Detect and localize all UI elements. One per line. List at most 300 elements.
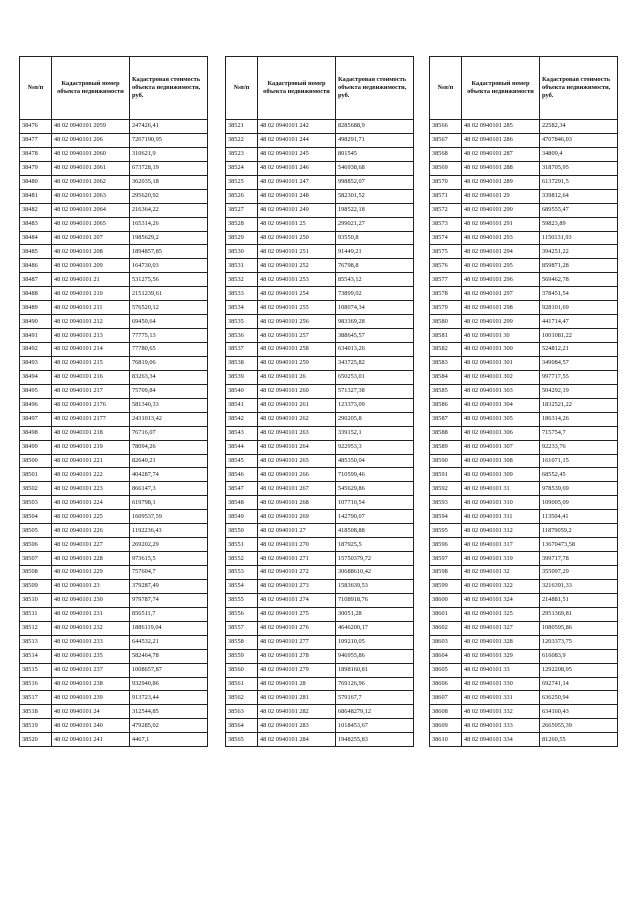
col-header-cadastral-cost: Кадастровая стоимость объекта недвижимости, руб.: [336, 57, 414, 120]
table-row: [430, 579, 618, 593]
table-row: [226, 259, 414, 273]
row-number-cell: 38591: [430, 468, 462, 482]
row-number-cell: 38551: [226, 538, 258, 552]
row-number-cell: 38548: [226, 496, 258, 510]
cadastral-number-cell: 48 02 0940101 279: [258, 663, 336, 677]
row-number-cell: 38500: [20, 454, 52, 468]
table-row: [226, 426, 414, 440]
cadastral-cost-cell: 30688610,42: [336, 566, 414, 580]
cadastral-cost-cell: 1150131,93: [540, 231, 618, 245]
cadastral-number-cell: 48 02 0940101 285: [462, 120, 540, 134]
cadastral-number-cell: 48 02 0940101 268: [258, 496, 336, 510]
row-number-cell: 38569: [430, 161, 462, 175]
row-number-cell: 38476: [20, 120, 52, 134]
cadastral-number-cell: 48 02 0940101 253: [258, 273, 336, 287]
row-number-cell: 38540: [226, 384, 258, 398]
table-header-row: [20, 57, 208, 120]
table-row: [20, 161, 208, 175]
row-number-cell: 38524: [226, 161, 258, 175]
table-row: [430, 510, 618, 524]
table-row: [20, 426, 208, 440]
table-row: [226, 315, 414, 329]
row-number-cell: 38483: [20, 217, 52, 231]
cadastral-cost-cell: 142790,07: [336, 510, 414, 524]
cadastral-cost-cell: 441714,47: [540, 315, 618, 329]
cadastral-number-cell: 48 02 0940101 293: [462, 231, 540, 245]
cadastral-number-cell: 48 02 0940101 327: [462, 621, 540, 635]
row-number-cell: 38501: [20, 468, 52, 482]
cadastral-cost-cell: 418508,88: [336, 524, 414, 538]
cadastral-number-cell: 48 02 0940101 206: [52, 133, 130, 147]
row-number-cell: 38490: [20, 315, 52, 329]
row-number-cell: 38574: [430, 231, 462, 245]
cadastral-number-cell: 48 02 0940101 2177: [52, 412, 130, 426]
cadastral-cost-cell: 13670473,58: [540, 538, 618, 552]
cadastral-number-cell: 48 02 0940101 218: [52, 426, 130, 440]
cadastral-cost-cell: 187925,5: [336, 538, 414, 552]
row-number-cell: 38514: [20, 649, 52, 663]
cadastral-number-cell: 48 02 0940101 24: [52, 705, 130, 719]
cadastral-cost-cell: 318705,95: [540, 161, 618, 175]
row-number-cell: 38607: [430, 691, 462, 705]
cadastral-cost-cell: 582301,52: [336, 189, 414, 203]
row-number-cell: 38547: [226, 482, 258, 496]
table-row: [20, 356, 208, 370]
cadastral-cost-cell: 247426,41: [130, 120, 208, 134]
table-row: [430, 649, 618, 663]
table-row: [430, 133, 618, 147]
table-row: [20, 496, 208, 510]
table-row: [430, 607, 618, 621]
table-row: [226, 147, 414, 161]
cadastral-cost-cell: 571327,38: [336, 384, 414, 398]
row-number-cell: 38554: [226, 579, 258, 593]
row-number-cell: 38597: [430, 552, 462, 566]
table-row: [226, 552, 414, 566]
row-number-cell: 38487: [20, 273, 52, 287]
cadastral-cost-cell: 349084,57: [540, 356, 618, 370]
cadastral-number-cell: 48 02 0940101 328: [462, 635, 540, 649]
table-row: [20, 719, 208, 733]
table-row: [226, 677, 414, 691]
cadastral-cost-cell: 7108918,76: [336, 593, 414, 607]
table-row: [226, 370, 414, 384]
cadastral-number-cell: 48 02 0940101 272: [258, 566, 336, 580]
cadastral-cost-cell: 109210,05: [336, 635, 414, 649]
table-row: [430, 161, 618, 175]
cadastral-number-cell: 48 02 0940101 310: [462, 496, 540, 510]
cadastral-number-cell: 48 02 0940101 25: [258, 217, 336, 231]
cadastral-cost-cell: 1886119,04: [130, 621, 208, 635]
table-row: [430, 426, 618, 440]
table-row: [20, 384, 208, 398]
table-row: [430, 217, 618, 231]
row-number-cell: 38573: [430, 217, 462, 231]
row-number-cell: 38526: [226, 189, 258, 203]
cadastral-cost-cell: 946955,86: [336, 649, 414, 663]
cadastral-number-cell: 48 02 0940101 247: [258, 175, 336, 189]
row-number-cell: 38509: [20, 579, 52, 593]
col-header-num: №п/п: [226, 57, 258, 120]
table-row: [226, 468, 414, 482]
cadastral-cost-cell: 15750379,72: [336, 552, 414, 566]
table-row: [226, 691, 414, 705]
cadastral-cost-cell: 30051,28: [336, 607, 414, 621]
cadastral-number-cell: 48 02 0940101 2063: [52, 189, 130, 203]
cadastral-cost-cell: 997717,55: [540, 370, 618, 384]
row-number-cell: 38488: [20, 287, 52, 301]
cadastral-cost-cell: 978539,69: [540, 482, 618, 496]
table-row: [20, 398, 208, 412]
cadastral-cost-cell: 379287,49: [130, 579, 208, 593]
cadastral-number-cell: 48 02 0940101 271: [258, 552, 336, 566]
table-row: [430, 273, 618, 287]
row-number-cell: 38484: [20, 231, 52, 245]
cadastral-cost-cell: 1583639,53: [336, 579, 414, 593]
cadastral-number-cell: 48 02 0940101 230: [52, 593, 130, 607]
table-row: [20, 120, 208, 134]
table-row: [20, 621, 208, 635]
table-row: [226, 356, 414, 370]
cadastral-cost-cell: 1080595,86: [540, 621, 618, 635]
cadastral-cost-cell: 1948255,83: [336, 733, 414, 747]
cadastral-cost-cell: 91449,21: [336, 245, 414, 259]
cadastral-cost-cell: 186314,26: [540, 412, 618, 426]
cadastral-cost-cell: 866147,3: [130, 482, 208, 496]
table-row: [430, 482, 618, 496]
row-number-cell: 38608: [430, 705, 462, 719]
cadastral-cost-cell: 93550,8: [336, 231, 414, 245]
cadastral-number-cell: 48 02 0940101 211: [52, 301, 130, 315]
cadastral-cost-cell: 339152,1: [336, 426, 414, 440]
cadastral-number-cell: 48 02 0940101 299: [462, 315, 540, 329]
cadastral-number-cell: 48 02 0940101 2176: [52, 398, 130, 412]
cadastral-number-cell: 48 02 0940101 255: [258, 301, 336, 315]
cadastral-number-cell: 48 02 0940101 298: [462, 301, 540, 315]
table-row: [430, 621, 618, 635]
cadastral-number-cell: 48 02 0940101 305: [462, 412, 540, 426]
cadastral-number-cell: 48 02 0940101 254: [258, 287, 336, 301]
table-row: [430, 329, 618, 343]
row-number-cell: 38610: [430, 733, 462, 747]
cadastral-number-cell: 48 02 0940101 330: [462, 677, 540, 691]
cadastral-cost-cell: 299021,27: [336, 217, 414, 231]
row-number-cell: 38562: [226, 691, 258, 705]
table-row: [430, 440, 618, 454]
cadastral-cost-cell: 68552,45: [540, 468, 618, 482]
row-number-cell: 38506: [20, 538, 52, 552]
cadastral-cost-cell: 22582,34: [540, 120, 618, 134]
cadastral-number-cell: 48 02 0940101 30: [462, 329, 540, 343]
cadastral-number-cell: 48 02 0940101 309: [462, 468, 540, 482]
cadastral-number-cell: 48 02 0940101 324: [462, 593, 540, 607]
cadastral-number-cell: 48 02 0940101 262: [258, 412, 336, 426]
cadastral-number-cell: 48 02 0940101 252: [258, 259, 336, 273]
cadastral-cost-cell: 269202,29: [130, 538, 208, 552]
row-number-cell: 38564: [226, 719, 258, 733]
col-header-cadastral-number: Кадастровый номер объекта недвижимости: [52, 57, 130, 120]
cadastral-number-cell: 48 02 0940101 273: [258, 579, 336, 593]
row-number-cell: 38572: [430, 203, 462, 217]
row-number-cell: 38546: [226, 468, 258, 482]
table-row: [20, 287, 208, 301]
row-number-cell: 38502: [20, 482, 52, 496]
row-number-cell: 38542: [226, 412, 258, 426]
row-number-cell: 38581: [430, 329, 462, 343]
table-row: [430, 677, 618, 691]
cadastral-cost-cell: 582464,78: [130, 649, 208, 663]
table-row: [20, 203, 208, 217]
row-number-cell: 38600: [430, 593, 462, 607]
cadastral-number-cell: 48 02 0940101 2064: [52, 203, 130, 217]
row-number-cell: 38515: [20, 663, 52, 677]
cadastral-number-cell: 48 02 0940101 227: [52, 538, 130, 552]
table-header-row: [226, 57, 414, 120]
cadastral-cost-cell: 569462,78: [540, 273, 618, 287]
cadastral-cost-cell: 214881,51: [540, 593, 618, 607]
cadastral-cost-cell: 1292208,95: [540, 663, 618, 677]
cadastral-number-cell: 48 02 0940101 256: [258, 315, 336, 329]
cadastral-number-cell: 48 02 0940101 238: [52, 677, 130, 691]
table-row: [20, 189, 208, 203]
cadastral-cost-cell: 113504,41: [540, 510, 618, 524]
row-number-cell: 38570: [430, 175, 462, 189]
cadastral-cost-cell: 998852,07: [336, 175, 414, 189]
col-header-num: №п/п: [430, 57, 462, 120]
table-row: [226, 649, 414, 663]
cadastral-cost-cell: 164730,03: [130, 259, 208, 273]
table-row: [20, 245, 208, 259]
cadastral-cost-cell: 198522,18: [336, 203, 414, 217]
row-number-cell: 38491: [20, 329, 52, 343]
table-row: [226, 412, 414, 426]
row-number-cell: 38559: [226, 649, 258, 663]
cadastral-cost-cell: 644532,21: [130, 635, 208, 649]
row-number-cell: 38511: [20, 607, 52, 621]
cadastral-cost-cell: 404287,74: [130, 468, 208, 482]
table-row: [20, 705, 208, 719]
cadastral-cost-cell: 689555,47: [540, 203, 618, 217]
table-row: [20, 315, 208, 329]
row-number-cell: 38538: [226, 356, 258, 370]
row-number-cell: 38593: [430, 496, 462, 510]
cadastral-cost-cell: 4467,1: [130, 733, 208, 747]
cadastral-number-cell: 48 02 0940101 27: [258, 524, 336, 538]
row-number-cell: 38555: [226, 593, 258, 607]
cadastral-number-cell: 48 02 0940101 297: [462, 287, 540, 301]
table-row: [20, 259, 208, 273]
cadastral-number-cell: 48 02 0940101 23: [52, 579, 130, 593]
row-number-cell: 38545: [226, 454, 258, 468]
cadastral-number-cell: 48 02 0940101 333: [462, 719, 540, 733]
cadastral-cost-cell: 1008657,87: [130, 663, 208, 677]
table-row: [20, 482, 208, 496]
table-row: [226, 705, 414, 719]
cadastral-cost-cell: 92233,76: [540, 440, 618, 454]
row-number-cell: 38507: [20, 552, 52, 566]
table-row: [20, 412, 208, 426]
row-number-cell: 38561: [226, 677, 258, 691]
table-body: [226, 120, 414, 747]
cadastral-number-cell: 48 02 0940101 329: [462, 649, 540, 663]
cadastral-cost-cell: 216364,22: [130, 203, 208, 217]
cadastral-number-cell: 48 02 0940101 287: [462, 147, 540, 161]
table-row: [20, 593, 208, 607]
row-number-cell: 38557: [226, 621, 258, 635]
table-row: [20, 524, 208, 538]
table-row: [430, 663, 618, 677]
row-number-cell: 38505: [20, 524, 52, 538]
cadastral-number-cell: 48 02 0940101 277: [258, 635, 336, 649]
cadastral-cost-cell: 312544,85: [130, 705, 208, 719]
row-number-cell: 38496: [20, 398, 52, 412]
cadastral-cost-cell: 69450,64: [130, 315, 208, 329]
table-row: [20, 468, 208, 482]
cadastral-cost-cell: 75709,84: [130, 384, 208, 398]
cadastral-number-cell: 48 02 0940101 269: [258, 510, 336, 524]
cadastral-cost-cell: 378451,54: [540, 287, 618, 301]
row-number-cell: 38558: [226, 635, 258, 649]
col-header-cadastral-cost: Кадастровая стоимость объекта недвижимости, руб.: [130, 57, 208, 120]
cadastral-number-cell: 48 02 0940101 281: [258, 691, 336, 705]
cadastral-cost-cell: 1609537,59: [130, 510, 208, 524]
row-number-cell: 38592: [430, 482, 462, 496]
row-number-cell: 38541: [226, 398, 258, 412]
table-row: [20, 649, 208, 663]
table-row: [430, 566, 618, 580]
cadastral-number-cell: 48 02 0940101 239: [52, 691, 130, 705]
cadastral-number-cell: 48 02 0940101 215: [52, 356, 130, 370]
table-row: [430, 175, 618, 189]
table-row: [430, 259, 618, 273]
row-number-cell: 38556: [226, 607, 258, 621]
cadastral-cost-cell: 8285688,9: [336, 120, 414, 134]
cadastral-number-cell: 48 02 0940101 240: [52, 719, 130, 733]
row-number-cell: 38567: [430, 133, 462, 147]
row-number-cell: 38609: [430, 719, 462, 733]
table-row: [430, 496, 618, 510]
table-row: [20, 635, 208, 649]
row-number-cell: 38516: [20, 677, 52, 691]
cadastral-number-cell: 48 02 0940101 208: [52, 245, 130, 259]
cadastral-number-cell: 48 02 0940101 245: [258, 147, 336, 161]
cadastral-cost-cell: 107710,54: [336, 496, 414, 510]
cadastral-cost-cell: 2431013,42: [130, 412, 208, 426]
cadastral-number-cell: 48 02 0940101 222: [52, 468, 130, 482]
table-row: [20, 691, 208, 705]
cadastral-cost-cell: 498291,71: [336, 133, 414, 147]
row-number-cell: 38485: [20, 245, 52, 259]
cadastral-cost-cell: 82640,21: [130, 454, 208, 468]
cadastral-cost-cell: 108074,34: [336, 301, 414, 315]
cadastral-cost-cell: 6137291,5: [540, 175, 618, 189]
cadastral-cost-cell: 801545: [336, 147, 414, 161]
cadastral-number-cell: 48 02 0940101 311: [462, 510, 540, 524]
cadastral-number-cell: 48 02 0940101 260: [258, 384, 336, 398]
table-row: [226, 217, 414, 231]
table-row: [226, 579, 414, 593]
table-row: [430, 120, 618, 134]
cadastral-number-cell: 48 02 0940101 288: [462, 161, 540, 175]
cadastral-cost-cell: 769126,96: [336, 677, 414, 691]
cadastral-number-cell: 48 02 0940101 317: [462, 538, 540, 552]
cadastral-number-cell: 48 02 0940101 2062: [52, 175, 130, 189]
table-row: [226, 161, 414, 175]
row-number-cell: 38482: [20, 203, 52, 217]
cadastral-cost-cell: 355097,29: [540, 566, 618, 580]
cadastral-number-cell: 48 02 0940101 2065: [52, 217, 130, 231]
cadastral-cost-cell: 83263,34: [130, 370, 208, 384]
row-number-cell: 38578: [430, 287, 462, 301]
table-row: [226, 496, 414, 510]
row-number-cell: 38601: [430, 607, 462, 621]
row-number-cell: 38543: [226, 426, 258, 440]
table-row: [20, 343, 208, 357]
cadastral-number-cell: 48 02 0940101 28: [258, 677, 336, 691]
table-row: [20, 454, 208, 468]
table-row: [20, 733, 208, 747]
table-row: [430, 538, 618, 552]
cadastral-cost-cell: 576520,12: [130, 301, 208, 315]
row-number-cell: 38539: [226, 370, 258, 384]
cadastral-cost-cell: 973615,5: [130, 552, 208, 566]
cadastral-number-cell: 48 02 0940101 334: [462, 733, 540, 747]
row-number-cell: 38529: [226, 231, 258, 245]
cadastral-cost-cell: 4707846,03: [540, 133, 618, 147]
cadastral-cost-cell: 2951369,81: [540, 607, 618, 621]
cadastral-number-cell: 48 02 0940101 325: [462, 607, 540, 621]
cadastral-table-2: [225, 56, 414, 747]
row-number-cell: 38493: [20, 356, 52, 370]
row-number-cell: 38566: [430, 120, 462, 134]
cadastral-table-1: [19, 56, 208, 747]
table-row: [226, 607, 414, 621]
row-number-cell: 38530: [226, 245, 258, 259]
cadastral-number-cell: 48 02 0940101 21: [52, 273, 130, 287]
row-number-cell: 38525: [226, 175, 258, 189]
cadastral-number-cell: 48 02 0940101 212: [52, 315, 130, 329]
table-row: [226, 273, 414, 287]
cadastral-number-cell: 48 02 0940101 263: [258, 426, 336, 440]
cadastral-cost-cell: 531275,56: [130, 273, 208, 287]
table-row: [20, 133, 208, 147]
cadastral-cost-cell: 81260,55: [540, 733, 618, 747]
cadastral-cost-cell: 1894857,85: [130, 245, 208, 259]
cadastral-number-cell: 48 02 0940101 32: [462, 566, 540, 580]
cadastral-cost-cell: 757604,7: [130, 566, 208, 580]
cadastral-number-cell: 48 02 0940101 2060: [52, 147, 130, 161]
table-row: [430, 301, 618, 315]
row-number-cell: 38603: [430, 635, 462, 649]
cadastral-cost-cell: 1018453,67: [336, 719, 414, 733]
table-row: [226, 384, 414, 398]
table-row: [430, 384, 618, 398]
cadastral-number-cell: 48 02 0940101 301: [462, 356, 540, 370]
row-number-cell: 38549: [226, 510, 258, 524]
cadastral-cost-cell: 979787,74: [130, 593, 208, 607]
table-row: [226, 245, 414, 259]
cadastral-cost-cell: 545629,86: [336, 482, 414, 496]
table-row: [20, 552, 208, 566]
cadastral-number-cell: 48 02 0940101 267: [258, 482, 336, 496]
row-number-cell: 38579: [430, 301, 462, 315]
row-number-cell: 38585: [430, 384, 462, 398]
cadastral-number-cell: 48 02 0940101 214: [52, 343, 130, 357]
cadastral-cost-cell: 73899,02: [336, 287, 414, 301]
table-row: [226, 635, 414, 649]
row-number-cell: 38595: [430, 524, 462, 538]
cadastral-number-cell: 48 02 0940101 225: [52, 510, 130, 524]
